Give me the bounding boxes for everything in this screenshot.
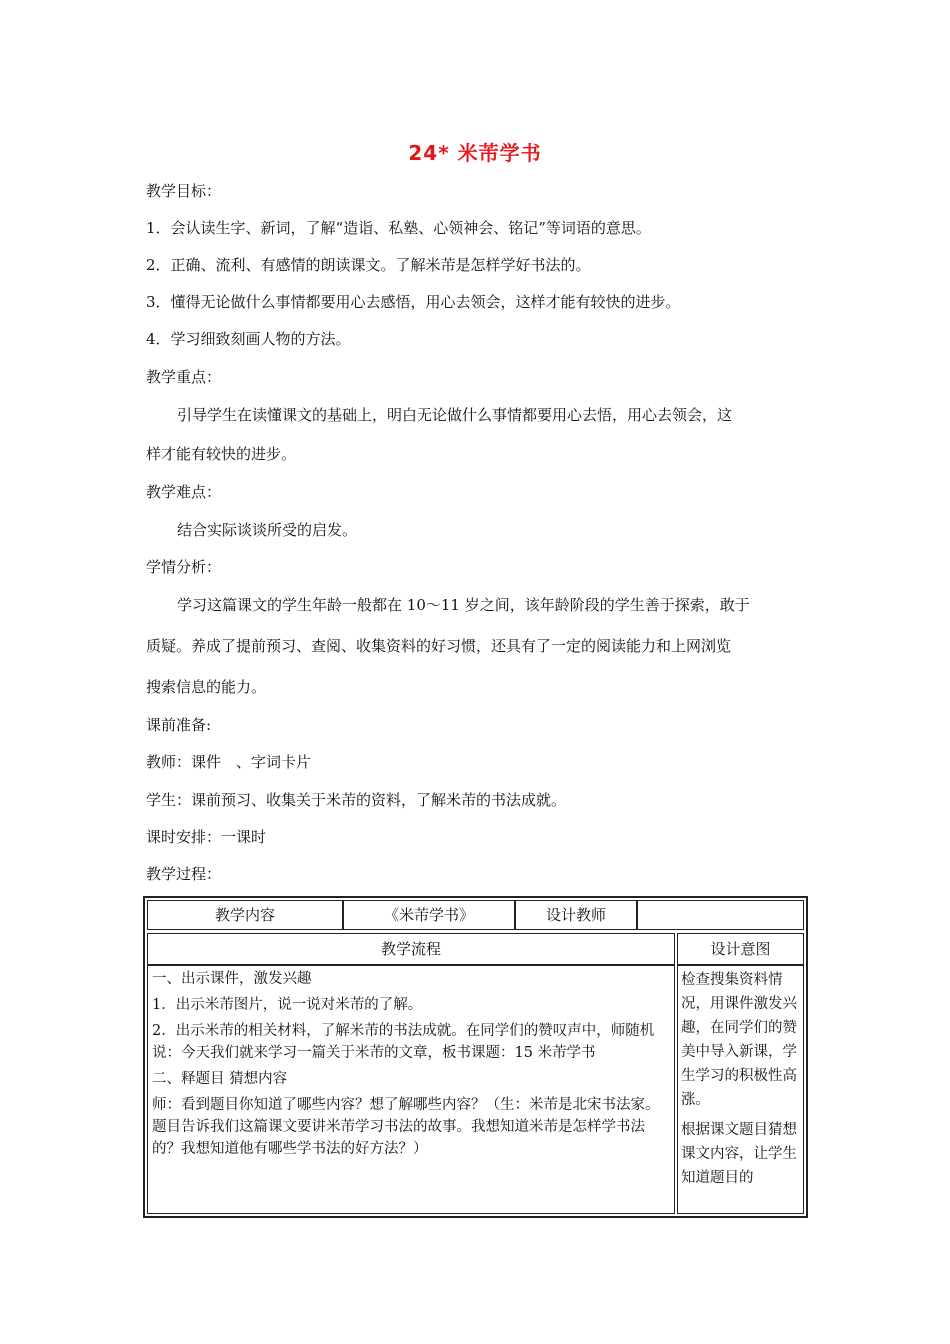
preparation-teacher: 教师：课件 、字词卡片 bbox=[146, 753, 312, 771]
designer-value-cell bbox=[637, 900, 804, 930]
objectives-heading: 教学目标： bbox=[146, 182, 222, 200]
analysis-text: 学习这篇课文的学生年龄一般都在 10～11 岁之间，该年龄阶段的学生善于探索，敢于 bbox=[177, 596, 750, 614]
designer-label: 设计教师 bbox=[545, 906, 606, 924]
intent-paragraph: 检查搜集资料情况，用课件激发兴趣，在同学们的赞美中导入新课，学生学习的积极性高涨。 bbox=[681, 972, 797, 1108]
objective-item: 3．懂得无论做什么事情都要用心去感悟，用心去领会，这样才能有较快的进步。 bbox=[146, 293, 681, 311]
analysis-heading: 学情分析： bbox=[146, 558, 222, 576]
analysis-text: 搜索信息的能力。 bbox=[146, 678, 267, 696]
flow-label-cell bbox=[147, 933, 675, 965]
key-points-heading: 教学重点： bbox=[146, 368, 222, 386]
flow-paragraph: 师：看到题目你知道了哪些内容？想了解哪些内容？（生：米芾是北宋书法家。题目告诉我们这篇课文要讲米芾学习书法的故事。我想知道米芾是怎样学书法的？我想知道他有哪些学书法的好方法？） bbox=[152, 1097, 660, 1157]
intent-label-cell bbox=[677, 933, 804, 965]
content-value-cell bbox=[343, 900, 515, 930]
objective-item: 2．正确、流利、有感情的朗读课文。了解米芾是怎样学好书法的。 bbox=[146, 256, 591, 274]
flow-paragraph: 1．出示米芾图片，说一说对米芾的了解。 bbox=[152, 997, 423, 1013]
difficulties-text: 结合实际谈谈所受的启发。 bbox=[177, 521, 358, 539]
designer-label-cell bbox=[515, 900, 637, 930]
intent-content-cell bbox=[677, 965, 804, 1214]
key-points-text: 样才能有较快的进步。 bbox=[146, 445, 297, 463]
flow-content-cell bbox=[147, 965, 675, 1214]
objective-item: 4．学习细致刻画人物的方法。 bbox=[146, 330, 351, 348]
flow-label: 教学流程 bbox=[380, 940, 441, 958]
section-title: 一、出示课件，激发兴趣 bbox=[152, 971, 312, 987]
intent-paragraph: 根据课文题目猜想课文内容，让学生知道题目的 bbox=[681, 1122, 797, 1186]
content-label: 教学内容 bbox=[214, 906, 275, 924]
preparation-heading: 课前准备: bbox=[146, 716, 212, 734]
key-points-text: 引导学生在读懂课文的基础上，明白无论做什么事情都要用心去悟，用心去领会，这 bbox=[177, 406, 733, 424]
lesson-title: 24* 米芾学书 bbox=[408, 141, 542, 165]
preparation-student: 学生：课前预习、收集关于米芾的资料，了解米芾的书法成就。 bbox=[146, 791, 567, 809]
lesson-table bbox=[143, 896, 808, 1218]
intent-label: 设计意图 bbox=[710, 940, 771, 958]
content-value: 《米芾学书》 bbox=[383, 906, 474, 924]
content-label-cell bbox=[147, 900, 343, 930]
objective-item: 1．会认读生字、新词，了解“造诣、私塾、心领神会、铭记”等词语的意思。 bbox=[146, 219, 651, 237]
section-title: 二、释题目 猜想内容 bbox=[152, 1071, 288, 1087]
process-heading: 教学过程： bbox=[146, 865, 222, 883]
difficulties-heading: 教学难点： bbox=[146, 483, 222, 501]
flow-paragraph: 2．出示米芾的相关材料，了解米芾的书法成就。在同学们的赞叹声中，师随机说：今天我们就来学习一篇关于米芾的文章，板书课题：15 米芾学书 bbox=[152, 1023, 655, 1061]
analysis-text: 质疑。养成了提前预习、查阅、收集资料的好习惯，还具有了一定的阅读能力和上网浏览 bbox=[146, 637, 732, 655]
schedule-text: 课时安排：一课时 bbox=[146, 828, 267, 846]
